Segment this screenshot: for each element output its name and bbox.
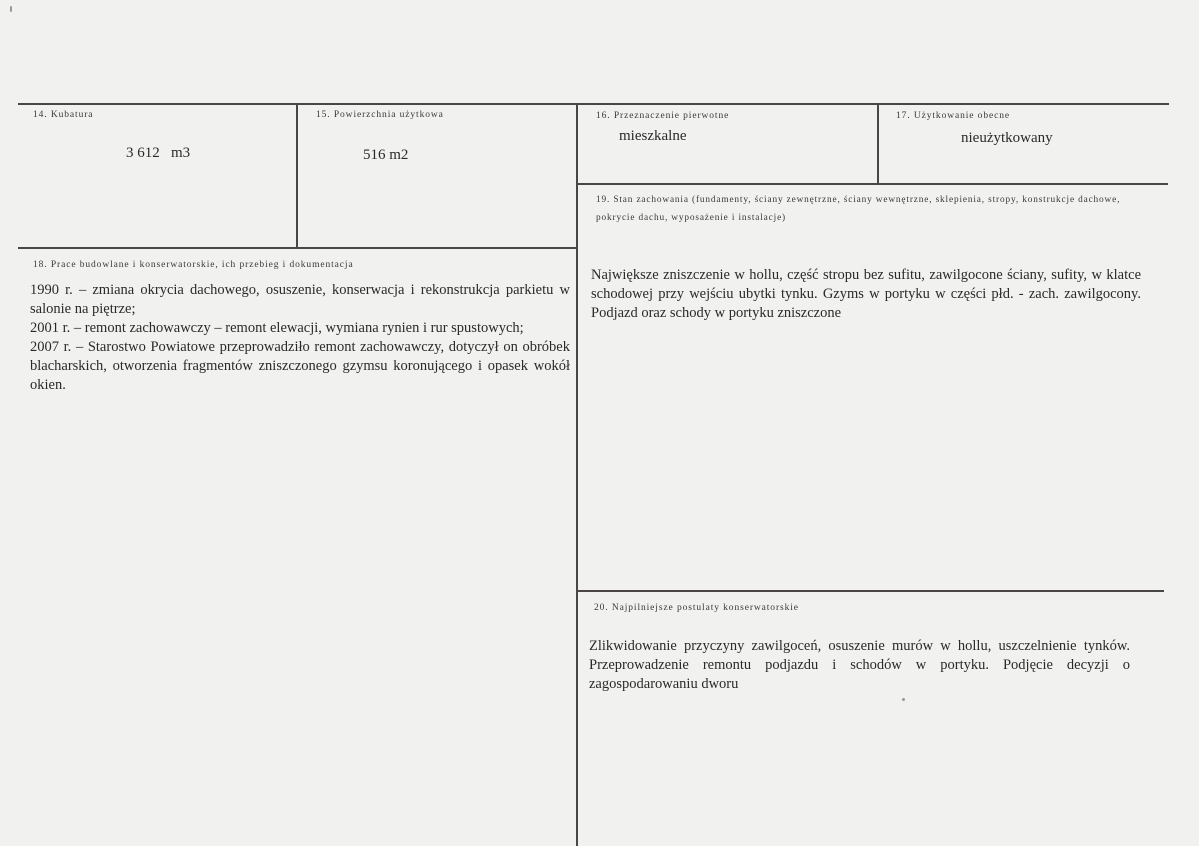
field-17-label: 17. Użytkowanie obecne: [896, 111, 1010, 121]
field-18-line-3: 2007 r. – Starostwo Powiatowe przeprowadziło remont zachowawczy, dotyczył on obróbek blacharskich, otworzenia fragmentów zniszczonego gzymsu koronującego i opasek wokół okien.: [30, 339, 570, 393]
paper-speck: [10, 6, 12, 12]
rule-16-17-bottom: [577, 183, 1168, 185]
field-18-text: [30, 281, 570, 395]
paper-speck: [902, 698, 905, 701]
field-18-line-1: 1990 r. – zmiana okrycia dachowego, osuszenie, konserwacja i rekonstrukcja parkietu w salonie na piętrze;: [30, 282, 570, 317]
field-18-line-2: 2001 r. – remont zachowawczy – remont elewacji, wymiana rynien i rur spustowych;: [30, 320, 524, 336]
rule-v-16-17: [877, 103, 879, 183]
field-19-label: 19. Stan zachowania (fundamenty, ściany zewnętrzne, ściany wewnętrzne, sklepienia, stropy, konstrukcje dachowe, pokrycie dachu, wyposażenie i instalacje): [596, 195, 1121, 223]
field-16-value: mieszkalne: [619, 128, 687, 144]
rule-v-14-15: [296, 103, 298, 248]
field-14-label: 14. Kubatura: [33, 110, 94, 120]
field-20-text: Zlikwidowanie przyczyny zawilgoceń, osuszenie murów w hollu, uszczelnienie tynków. Przeprowadzenie remontu podjazdu i schodów w portyku. Podjęcie decyzji o zagospodarowaniu dworu: [589, 638, 1130, 692]
rule-top: [18, 103, 1169, 105]
field-14-value: 3 612 m3: [126, 145, 191, 161]
field-19-text: Największe zniszczenie w hollu, część stropu bez sufitu, zawilgocone ściany, sufity, w klatce schodowej przy wejściu ubytki tynku. Gzyms w portyku w części płd. - zach. zawilgocony. Podjazd oraz schody w portyku zniszczone: [591, 267, 1141, 321]
rule-v-main: [576, 103, 578, 846]
field-18-label: 18. Prace budowlane i konserwatorskie, ich przebieg i dokumentacja: [33, 260, 354, 270]
field-17-value: nieużytkowany: [961, 130, 1053, 146]
rule-14-15-bottom: [18, 247, 578, 249]
field-20-label: 20. Najpilniejsze postulaty konserwatorskie: [594, 603, 799, 613]
rule-19-bottom: [577, 590, 1164, 592]
field-15-value: 516 m2: [363, 147, 409, 163]
field-15-label: 15. Powierzchnia użytkowa: [316, 110, 444, 120]
field-16-label: 16. Przeznaczenie pierwotne: [596, 111, 730, 121]
